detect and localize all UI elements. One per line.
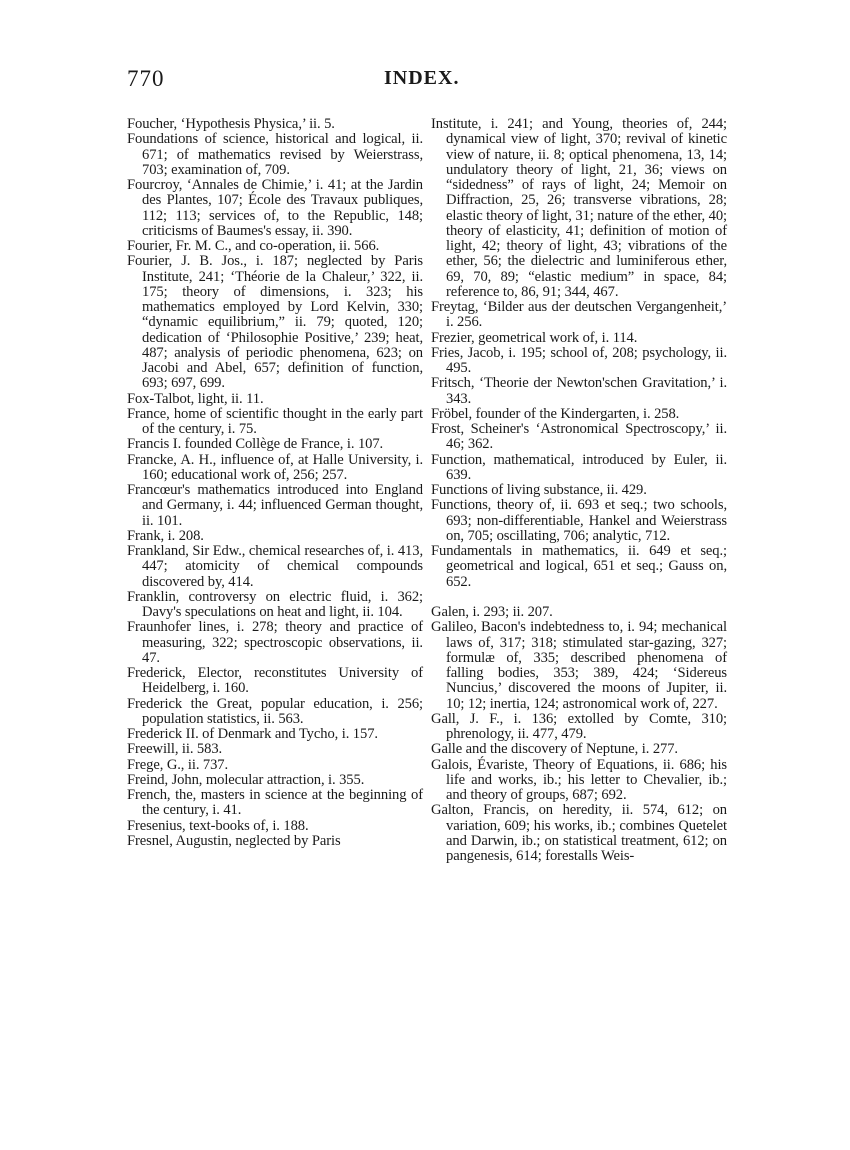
- index-entry: Frederick, Elector, reconstitutes University of Heidelberg, i. 160.: [127, 665, 423, 697]
- index-entry: Galle and the discovery of Neptune, i. 277.: [431, 741, 678, 758]
- index-entry: Fundamentals in mathematics, ii. 649 et seq.; geometrical and logical, 651 et seq.; Gauss on, 652.: [431, 543, 727, 590]
- index-entry: Frege, G., ii. 737.: [127, 756, 229, 773]
- index-entry: Galton, Francis, on heredity, ii. 574, 612; on variation, 609; his works, ib.; combines Quetelet and Darwin, ib.; on statistical treatment, 612; on pangenesis, 614; forestalls Weis-: [431, 802, 727, 864]
- page-number: 770: [127, 66, 165, 91]
- index-entry: France, home of scientific thought in the early part of the century, i. 75.: [127, 405, 423, 437]
- index-entry: Frost, Scheiner's ‘Astronomical Spectroscopy,’ ii. 46; 362.: [431, 421, 727, 453]
- index-entry: Foundations of science, historical and logical, ii. 671; of mathematics revised by Weierstrass, 703; examination of, 709.: [127, 131, 423, 178]
- index-entry: Galois, Évariste, Theory of Equations, ii. 686; his life and works, ib.; his letter to Chevalier, ib.; and theory of groups, 687; 692.: [431, 756, 727, 803]
- index-entry: Frankland, Sir Edw., chemical researches of, i. 413, 447; atomicity of chemical compounds discovered by, 414.: [127, 543, 423, 590]
- index-entry: Frank, i. 208.: [127, 527, 204, 544]
- index-entry: Fourier, Fr. M. C., and co-operation, ii. 566.: [127, 238, 380, 254]
- index-entry: Function, mathematical, introduced by Euler, ii. 639.: [431, 451, 727, 483]
- index-entry: Fries, Jacob, i. 195; school of, 208; psychology, ii. 495.: [431, 344, 727, 376]
- index-entry: Franklin, controversy on electric fluid, i. 362; Davy's speculations on heat and light, ii. 104.: [127, 588, 423, 620]
- index-column-right: [431, 117, 727, 864]
- index-entry: French, the, masters in science at the beginning of the century, i. 41.: [127, 787, 423, 819]
- index-entry: Galen, i. 293; ii. 207.: [431, 604, 553, 620]
- index-entry: Fresnel, Augustin, neglected by Paris: [127, 832, 341, 849]
- letter-section-divider: [431, 590, 727, 605]
- index-entry: Freytag, ‘Bilder aus der deutschen Vergangenheit,’ i. 256.: [431, 299, 727, 331]
- index-entry: Foucher, ‘Hypothesis Physica,’ ii. 5.: [127, 116, 335, 132]
- index-entry: Frederick II. of Denmark and Tycho, i. 157.: [127, 726, 378, 742]
- index-entry: Frezier, geometrical work of, i. 114.: [431, 329, 638, 346]
- index-entry: Galileo, Bacon's indebtedness to, i. 94; mechanical laws of, 317; 318; stimulated star-gazing, 327; formulæ of, 335; described phenomena of falling bodies, 353; 389, 424; ‘Sidereus Nuncius,’ discovered the moons of Jupiter, ii. 10; 12; inertia, 124; astronomical work of, 227.: [431, 619, 727, 712]
- running-head: INDEX.: [384, 67, 460, 89]
- index-entry: Francis I. founded Collège de France, i. 107.: [127, 436, 384, 453]
- index-entry: Fröbel, founder of the Kindergarten, i. 258.: [431, 405, 680, 422]
- index-entry: Freind, John, molecular attraction, i. 355.: [127, 771, 365, 788]
- index-entry: Gall, J. F., i. 136; extolled by Comte, 310; phrenology, ii. 477, 479.: [431, 710, 727, 742]
- index-entry: Francœur's mathematics introduced into England and Germany, i. 44; influenced German thought, ii. 101.: [127, 482, 423, 529]
- index-column-left: [127, 117, 423, 849]
- index-entry: Frederick the Great, popular education, i. 256; population statistics, ii. 563.: [127, 695, 423, 727]
- index-entry: Fourcroy, ‘Annales de Chimie,’ i. 41; at the Jardin des Plantes, 107; École des Travaux publiques, 112; 113; services of, to the Republic, 148; criticisms of Baumes's essay, ii. 390.: [127, 177, 423, 239]
- index-entry: Fourier, J. B. Jos., i. 187; neglected by Paris Institute, 241; ‘Théorie de la Chaleur,’ 322, ii. 175; theory of dimensions, i. 323; his mathematics employed by Lord Kelvin, 330; “dynamic equilibrium,” ii. 79; quoted, 120; dedication of ‘Philosophie Positive,’ 239; heat, 487; analysis of periodic phenomena, 623; on Jacobi and Abel, 657; definition of function, 693; 697, 699.: [127, 253, 423, 392]
- index-entry: Francke, A. H., influence of, at Halle University, i. 160; educational work of, 256; 257.: [127, 451, 423, 483]
- index-entry: Functions of living substance, ii. 429.: [431, 482, 647, 498]
- index-entry: Institute, i. 241; and Young, theories of, 244; dynamical view of light, 370; revival of kinetic view of nature, ii. 8; optical phenomena, 13, 14; undulatory theory of light, 21, 36; views on “sidedness” of rays of light, 24; Memoir on Diffraction, 25, 26; transverse vibrations, 28; elastic theory of light, 31; nature of the ether, 40; theory of elasticity, 41; definition of motion of light, 42; theory of light, 43; vibrations of the ether, 56; the dielectric and luminiferous ether, 69, 70, 89; “elastic medium” in space, 84; reference to, 86, 91; 344, 467.: [431, 116, 727, 300]
- index-entry: Fritsch, ‘Theorie der Newton'schen Gravitation,’ i. 343.: [431, 375, 727, 407]
- index-entry: Fresenius, text-books of, i. 188.: [127, 817, 309, 834]
- index-entry: Fraunhofer lines, i. 278; theory and practice of measuring, 322; spectroscopic observations, ii. 47.: [127, 619, 423, 666]
- index-entry: Fox-Talbot, light, ii. 11.: [127, 390, 264, 407]
- index-entry: Freewill, ii. 583.: [127, 741, 223, 758]
- index-entry: Functions, theory of, ii. 693 et seq.; two schools, 693; non-differentiable, Hankel and Weierstrass on, 705; oscillating, 706; analytic, 712.: [431, 497, 727, 544]
